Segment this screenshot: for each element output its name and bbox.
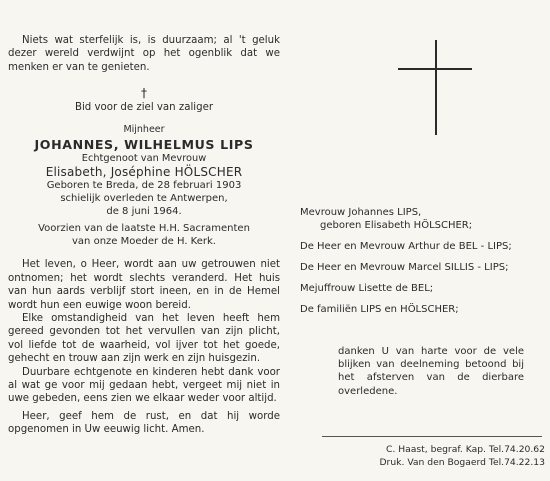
sacraments-line-1: Voorzien van de laatste H.H. Sacramenten — [38, 223, 250, 235]
opening-quote: Niets wat sterfelijk is, is duurzaam; al 't geluk dezer wereld verdwijnt op het ogenblik dat we menken er van te genieten. — [8, 35, 280, 73]
bio-death-place: schielijk overleden te Antwerpen, — [60, 193, 228, 205]
bio-death-date: de 8 juni 1964. — [106, 205, 182, 217]
family-line: De Heer en Mevrouw Arthur de BEL - LIPS; — [300, 241, 512, 252]
imprint-line-printer: Druk. Van den Bogaerd Tel.74.22.13 — [379, 457, 545, 468]
spouse-label: Echtgenoot van Mevrouw — [81, 153, 207, 165]
spouse-name: Elisabeth, Joséphine HÖLSCHER — [45, 165, 243, 180]
cross-icon — [398, 40, 472, 135]
family-list — [300, 206, 545, 324]
imprint-divider — [322, 436, 542, 437]
family-line: Mejuffrouw Lisette de BEL; — [300, 283, 434, 294]
family-line: De familiën LIPS en HÖLSCHER; — [300, 304, 459, 315]
thanks-text: danken U van harte voor de vele blijken van deelneming betoond bij het afsterven van de dierbare overledene. — [338, 346, 524, 397]
family-line: geboren Elisabeth HÖLSCHER; — [320, 220, 473, 231]
left-panel — [8, 32, 280, 437]
bio-birth: Geboren te Breda, de 28 februari 1903 — [46, 180, 242, 192]
family-line: De Heer en Mevrouw Marcel SILLIS - LIPS; — [300, 262, 509, 273]
paragraph-duty: Elke omstandigheid van het leven heeft hem gereed gevonden tot het vervullen van zijn plicht, vol liefde tot de waarheid, vol ijver tot het goede, gehecht en trouw aan zijn werk en zijn huisgezin. — [8, 313, 280, 365]
prayer-line: Bid voor de ziel van zaliger — [74, 102, 214, 114]
imprint-line-undertaker: C. Haast, begraf. Kap. Tel.74.20.62 — [385, 444, 545, 455]
imprint — [330, 443, 545, 469]
sacraments-line-2: van onze Moeder de H. Kerk. — [72, 235, 216, 247]
paragraph-life: Het leven, o Heer, wordt aan uw getrouwen niet ontnomen; het wordt slechts veranderd. Het huis van hun aards verblijf stort ineen, en in de Hemel wordt hun een euwige woon bereid. — [8, 259, 280, 311]
deceased-name: JOHANNES, WILHELMUS LIPS — [34, 137, 254, 153]
paragraph-amen: Heer, geef hem de rust, en dat hij worde opgenomen in Uw eeuwig licht. Amen. — [8, 410, 280, 436]
family-line: Mevrouw Johannes LIPS, — [300, 207, 422, 218]
honorific: Mijnheer — [123, 123, 165, 135]
small-cross-icon: † — [141, 86, 147, 101]
paragraph-farewell: Duurbare echtgenote en kinderen hebt dank voor al wat ge voor mij gedaan hebt, vergeet mij niet in uwe gebeden, eens zien we elkaar weder voor altijd. — [8, 366, 280, 405]
